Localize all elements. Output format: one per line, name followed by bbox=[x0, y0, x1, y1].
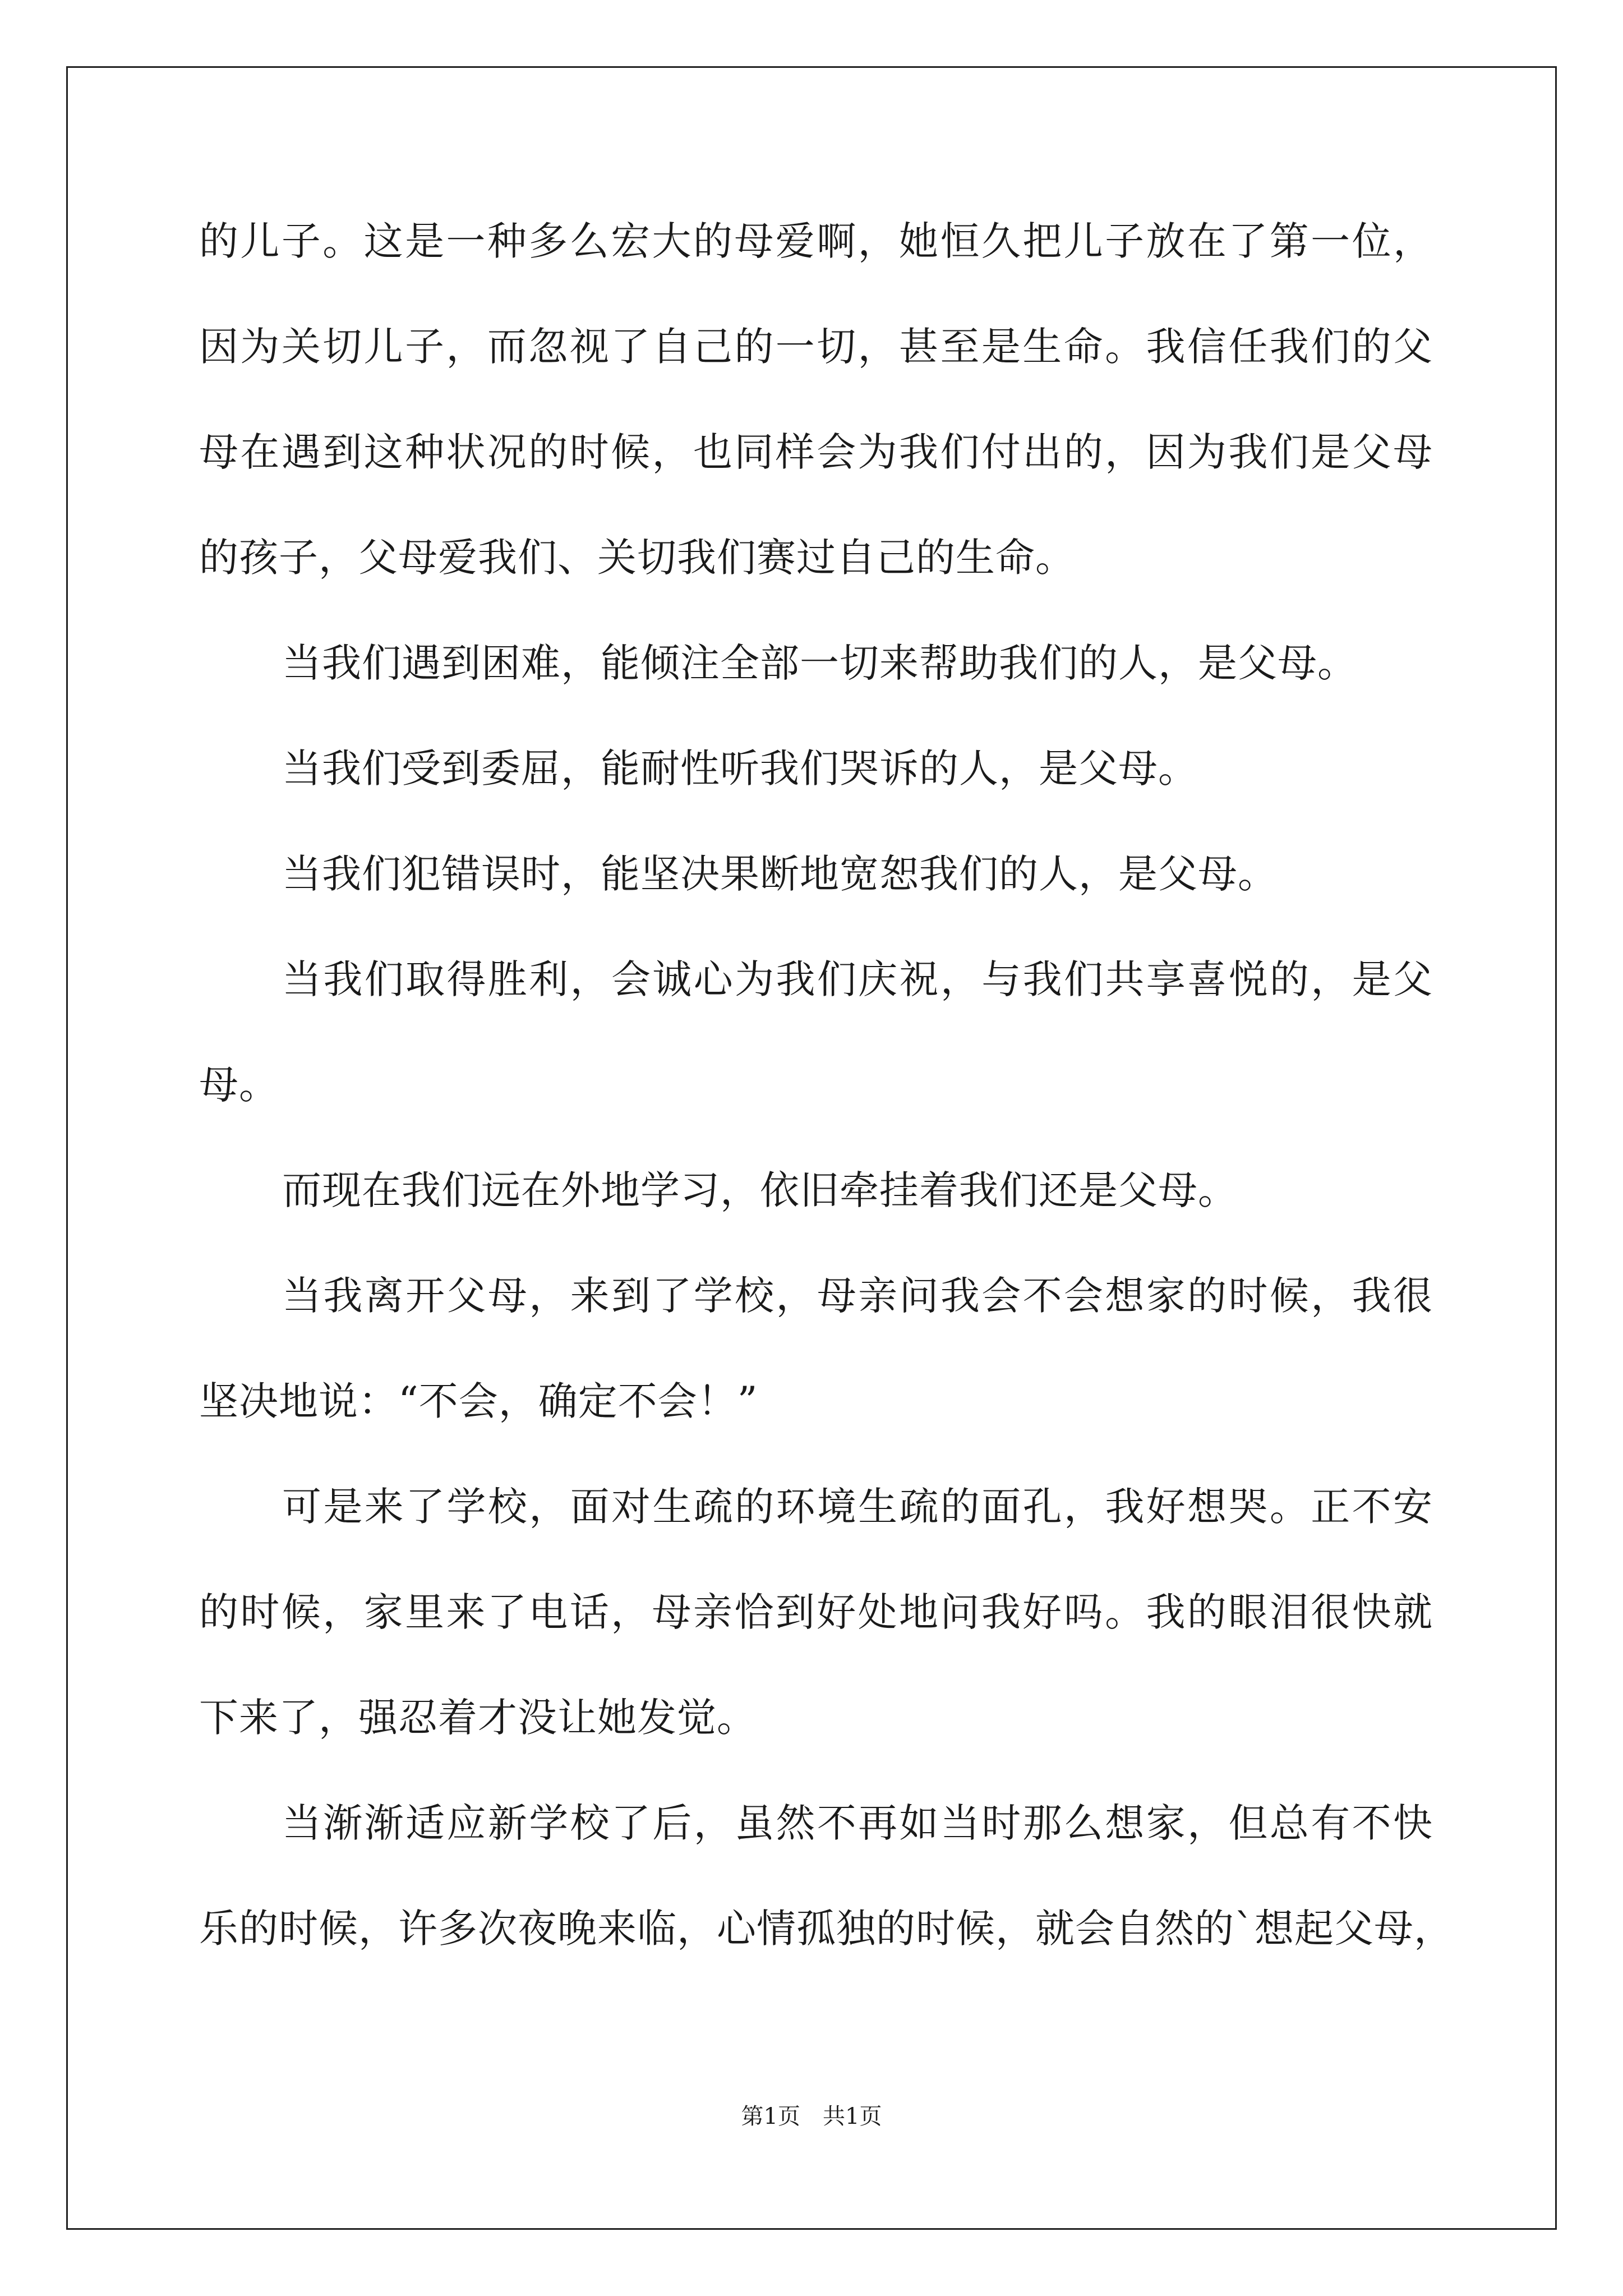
text-line: 当我们受到委屈，能耐性听我们哭诉的人，是父母。 bbox=[282, 746, 1198, 792]
page-footer bbox=[0, 2102, 1623, 2131]
text-line: 当我们取得胜利，会诚心为我们庆祝，与我们共享喜悦的，是父 bbox=[282, 956, 1433, 1002]
text-line: 当渐渐适应新学校了后，虽然不再如当时那么想家，但总有不快 bbox=[282, 1800, 1433, 1846]
page-number: 第1页 bbox=[741, 2104, 800, 2129]
text-line: 当我离开父母，来到了学校，母亲问我会不会想家的时候，我很 bbox=[282, 1273, 1433, 1319]
text-line: 因为关切儿子，而忽视了自己的一切，甚至是生命。我信任我们的父 bbox=[199, 324, 1433, 370]
text-line: 的儿子。这是一种多么宏大的母爱啊，她恒久把儿子放在了第一位， bbox=[199, 218, 1433, 264]
document-body bbox=[199, 213, 1454, 2006]
text-line: 母在遇到这种状况的时候，也同样会为我们付出的，因为我们是父母 bbox=[199, 429, 1433, 475]
page-total: 共1页 bbox=[823, 2104, 882, 2129]
text-line: 的时候，家里来了电话，母亲恰到好处地问我好吗。我的眼泪很快就 bbox=[199, 1589, 1433, 1635]
text-line: 可是来了学校，面对生疏的环境生疏的面孔，我好想哭。正不安 bbox=[282, 1484, 1433, 1530]
text-line: 下来了，强忍着才没让她发觉。 bbox=[199, 1695, 757, 1741]
text-line: 母。 bbox=[199, 1062, 279, 1108]
text-line: 而现在我们远在外地学习，依旧牵挂着我们还是父母。 bbox=[282, 1167, 1238, 1213]
text-line: 当我们犯错误时，能坚决果断地宽恕我们的人，是父母。 bbox=[282, 851, 1278, 897]
text-line: 的孩子，父母爱我们、关切我们赛过自己的生命。 bbox=[199, 535, 1075, 581]
text-line: 乐的时候，许多次夜晚来临，心情孤独的时候，就会自然的`想起父母， bbox=[199, 1906, 1454, 1952]
text-line: 坚决地说：“不会，确定不会！” bbox=[199, 1378, 758, 1424]
text-line: 当我们遇到困难，能倾注全部一切来帮助我们的人，是父母。 bbox=[282, 640, 1357, 686]
